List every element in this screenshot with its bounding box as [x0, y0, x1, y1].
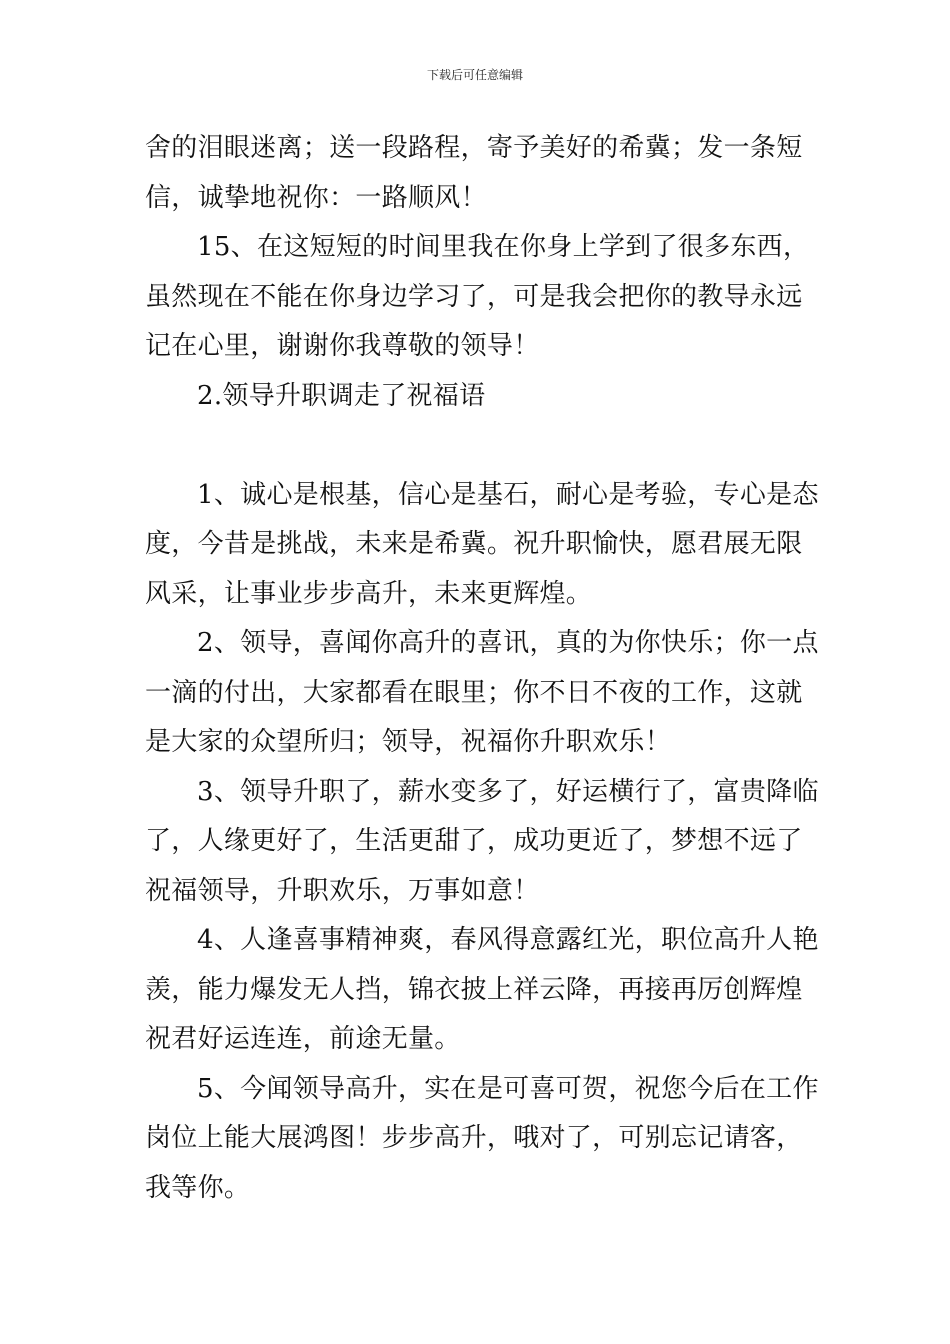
- text-line: 1、诚心是根基，信心是基石，耐心是考验，专心是态: [197, 479, 819, 510]
- text-line: 一滴的付出，大家都看在眼里；你不日不夜的工作，这就: [145, 677, 803, 708]
- text-line: 岗位上能大展鸿图！步步高升，哦对了，可别忘记请客，: [145, 1123, 803, 1153]
- page-header-note: 下载后可任意编辑: [426, 68, 523, 82]
- text-line: 信，诚挚地祝你：一路顺风！: [145, 182, 487, 213]
- text-line: 祝福领导，升职欢乐，万事如意！: [145, 875, 540, 906]
- text-line: 了，人缘更好了，生活更甜了，成功更近了，梦想不远了: [145, 826, 803, 856]
- text-line: 风采，让事业步步高升，未来更辉煌。: [145, 578, 593, 609]
- text-line: 舍的泪眼迷离；送一段路程，寄予美好的希冀；发一条短: [145, 133, 803, 163]
- text-line: 虽然现在不能在你身边学习了，可是我会把你的教导永远: [145, 281, 803, 312]
- section-heading: 2.领导升职调走了祝福语: [197, 380, 486, 411]
- document-body: [145, 124, 819, 1213]
- text-line: 羡，能力爆发无人挡，锦衣披上祥云降，再接再厉创辉煌: [145, 974, 803, 1005]
- text-line: 我等你。: [145, 1172, 251, 1203]
- text-line: 度，今昔是挑战，未来是希冀。祝升职愉快，愿君展无限: [145, 529, 803, 559]
- text-line: 4、人逢喜事精神爽，春风得意露红光，职位高升人艳: [197, 925, 819, 955]
- text-line: 3、领导升职了，薪水变多了，好运横行了，富贵降临: [197, 776, 819, 807]
- text-line: 2、领导，喜闻你高升的喜讯，真的为你快乐；你一点: [197, 628, 819, 658]
- text-line: 5、今闻领导高升，实在是可喜可贺，祝您今后在工作: [197, 1073, 819, 1104]
- blank-line: [145, 421, 810, 471]
- text-line: 15、在这短短的时间里我在你身上学到了很多东西，: [197, 232, 810, 262]
- text-line: 记在心里，谢谢你我尊敬的领导！: [145, 331, 540, 361]
- text-line: 祝君好运连连，前途无量。: [145, 1024, 461, 1054]
- text-line: 是大家的众望所归；领导，祝福你升职欢乐！: [145, 727, 672, 757]
